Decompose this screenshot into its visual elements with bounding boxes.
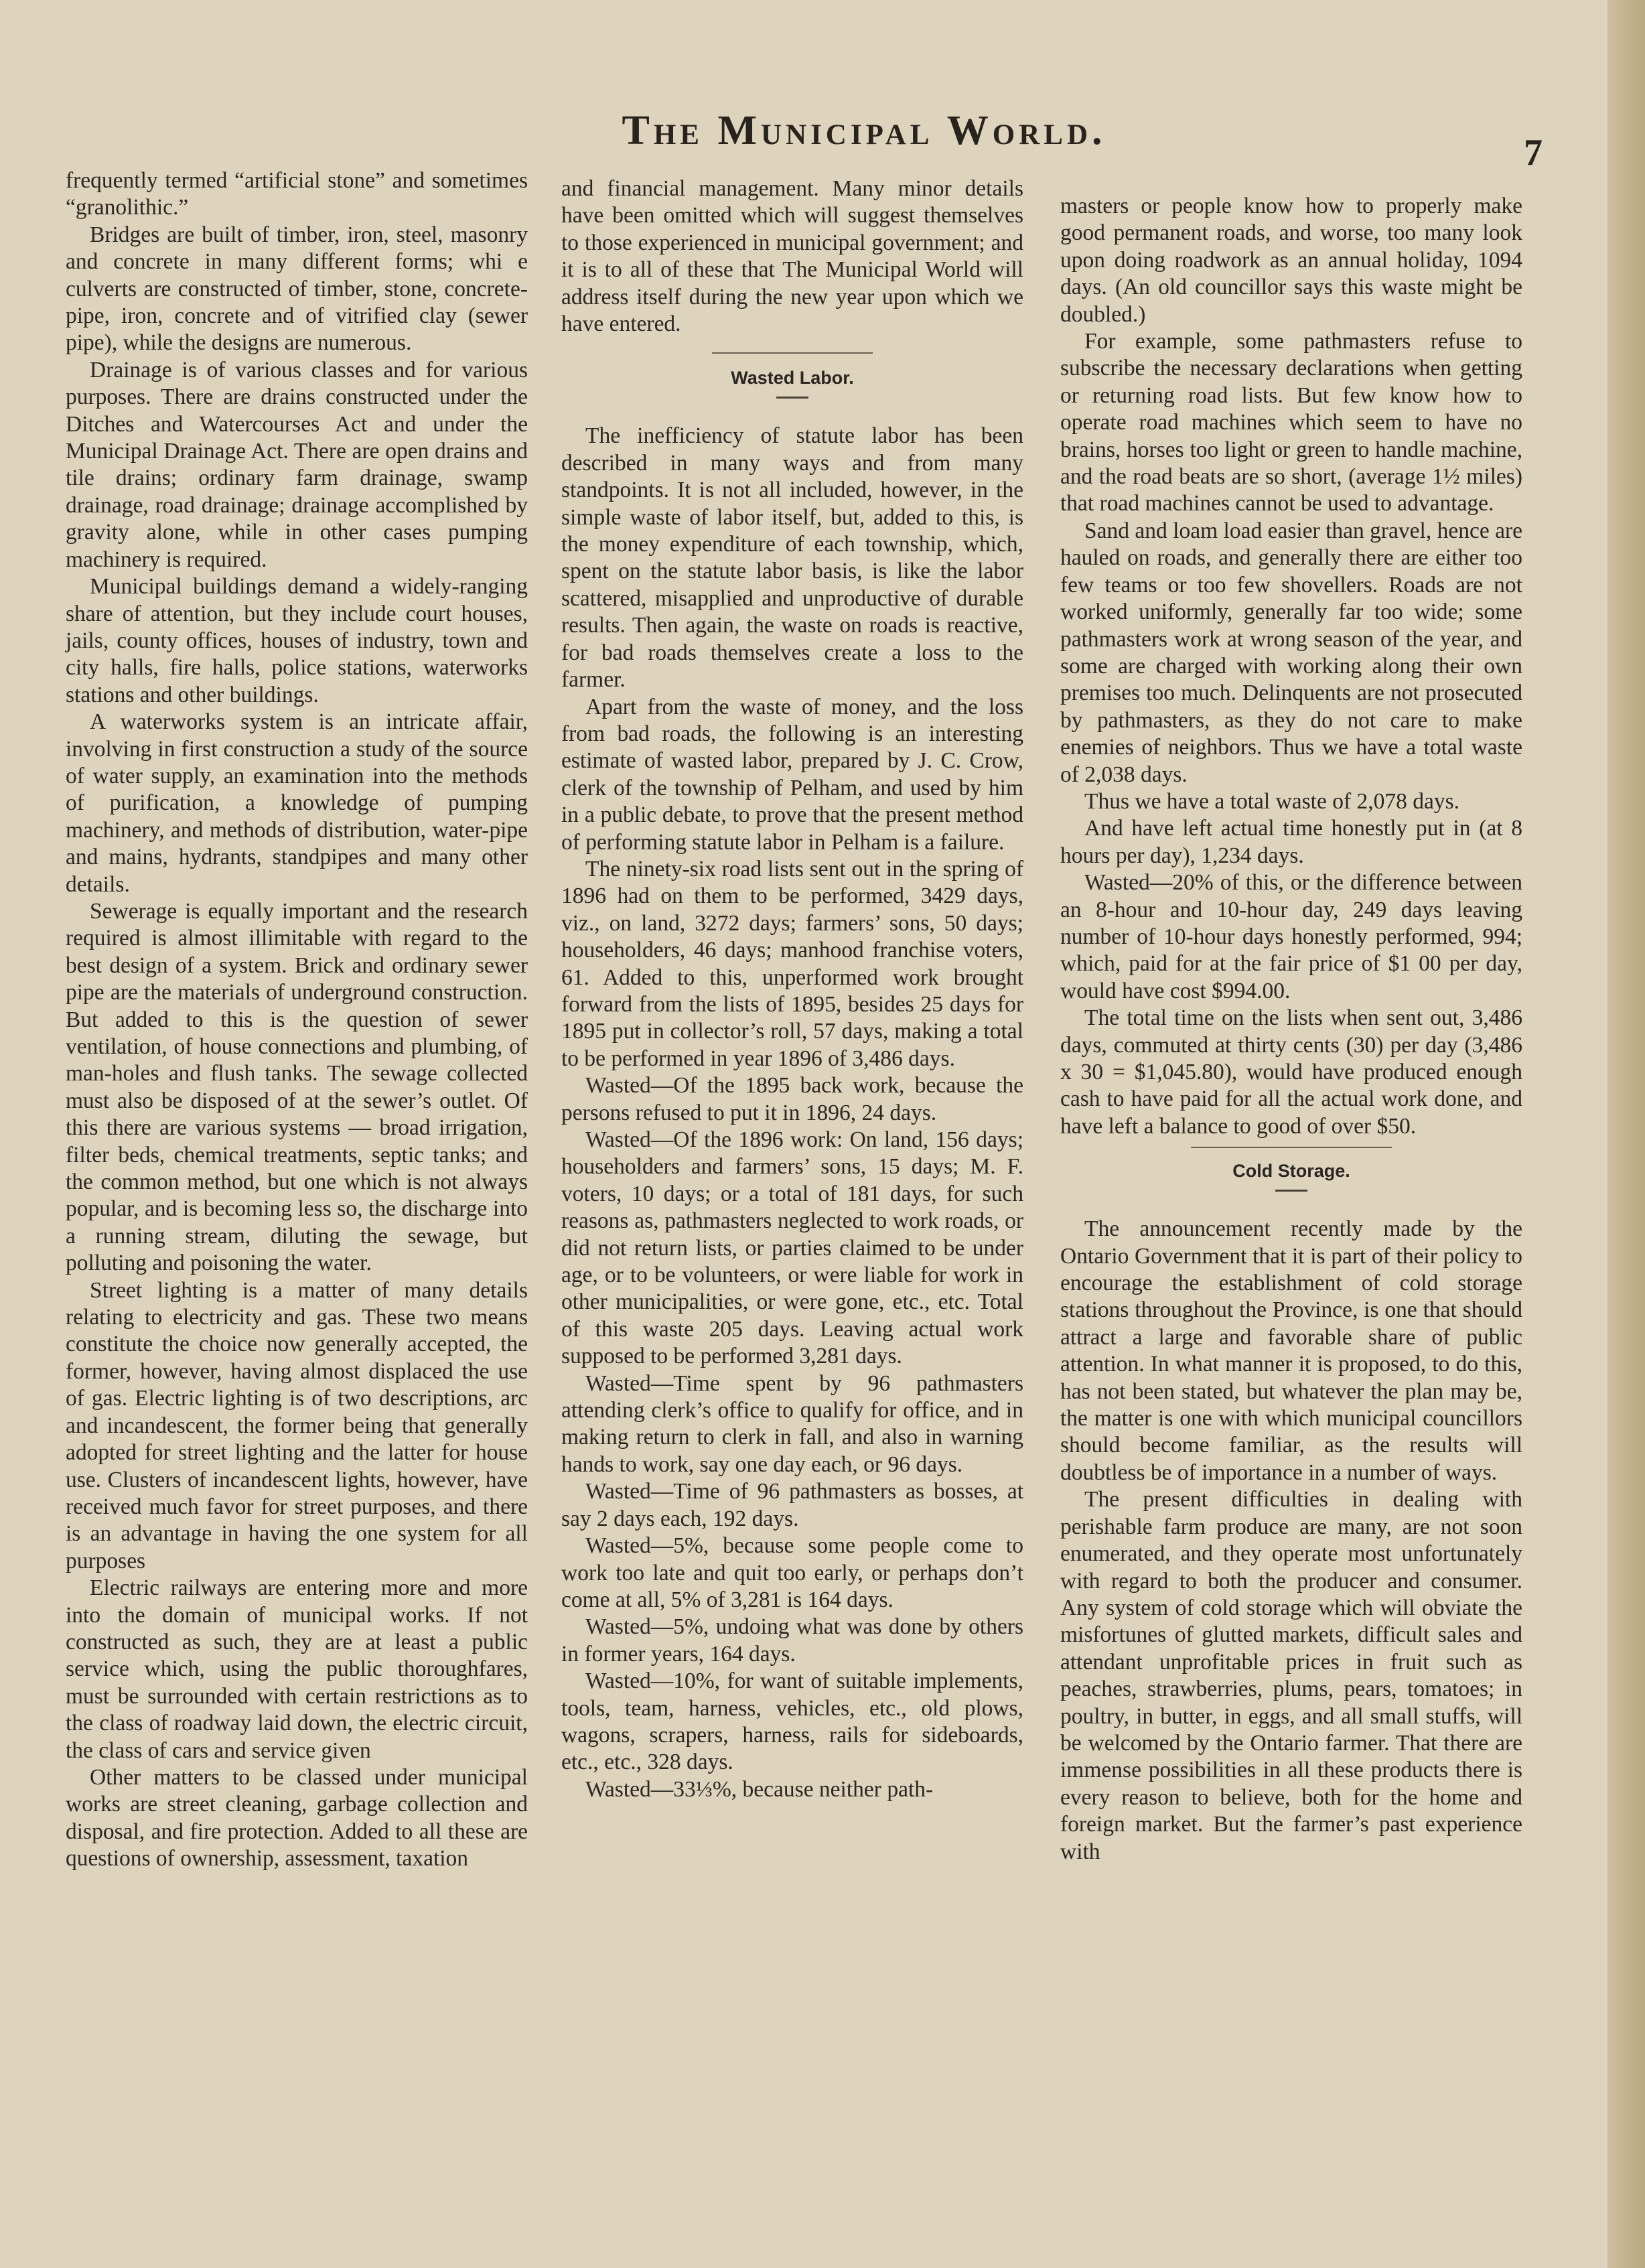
- paragraph: Wasted—Of the 1896 work: On land, 156 days; householders and farmers’ sons, 15 days; M. F. voters, 10 days; or a total of 181 days, for such reasons as, pathmasters neglected to work roads, or did not return lists, or parties claimed to be under age, or to be volunteers, or were liable for work in other municipalities, or were gone, etc., etc. Total of this waste 205 days. Leaving actual work supposed to be performed 3,281 days.: [561, 1127, 1023, 1369]
- paragraph: Wasted—Of the 1895 back work, because the persons refused to put it in 1896, 24 days.: [561, 1073, 1023, 1125]
- paragraph: The inefficiency of statute labor has been described in many ways and from many standpoints. It is not all included, however, in the simple waste of labor itself, but, added to this, is the money expenditure of each township, which, spent on the statute labor basis, is like the labor scattered, misapplied and unproductive of durable results. Then again, the waste on roads is reactive, for bad roads themselves create a loss to the farmer.: [561, 423, 1023, 693]
- section-title-cold-storage: Cold Storage.: [1232, 1161, 1350, 1182]
- paragraph: Thus we have a total waste of 2,078 days.: [1084, 788, 1460, 814]
- section-title-wasted-labor: Wasted Labor.: [731, 368, 854, 388]
- page-header: The Municipal World.: [622, 108, 1106, 153]
- paragraph: Municipal buildings demand a widely-ranging share of attention, but they include court houses, jails, county offices, houses of industry, town and city halls, fire halls, police stations, waterworks stations and other buildings.: [66, 574, 528, 707]
- title-dash: [1275, 1190, 1307, 1192]
- paragraph: Sewerage is equally important and the research required is almost illimitable with regard to the best design of a system. Brick and ordinary sewer pipe are the materials of underground construction. But added to this is the question of sewer ventilation, of house connections and plumbing, of man-holes and flush tanks. The sewage collected must also be disposed of at the sewer’s outlet. Of this there are various systems — broad irrigation, filter beds, chemical treatments, septic tanks; and the common method, but one which is not always popular, and is becoming less so, the discharge into a running stream, diluting the sewage, but polluting and poisoning the water.: [66, 898, 528, 1276]
- paragraph: The announcement recently made by the Ontario Government that it is part of their policy to encourage the establishment of cold storage stations throughout the Province, is one that should attract a large and favorable share of public attention. In what manner it is proposed, to do this, has not been stated, but whatever the plan may be, the matter is one with which municipal councillors should become familiar, as the results will doubtless be of importance in a number of ways.: [1060, 1216, 1522, 1485]
- paragraph: Other matters to be classed under municipal works are street cleaning, garbage collection and disposal, and fire protection. Added to all these are questions of ownership, assessment, taxation: [66, 1764, 528, 1871]
- column-1: [66, 167, 528, 1873]
- paragraph: Sand and loam load easier than gravel, hence are hauled on roads, and generally there are either too few teams or too few shovellers. Roads are not worked uniformly, generally far too wide; some pathmasters work at wrong season of the year, and some are charged with working along their own premises too much. Delinquents are not prosecuted by pathmasters, as they do not care to make enemies of neighbors. Thus we have a total waste of 2,038 days.: [1060, 518, 1522, 787]
- column-2: [561, 175, 1023, 1803]
- title-dash: [776, 397, 808, 399]
- paragraph: A waterworks system is an intricate affair, involving in first construction a study of the source of water supply, an examination into the methods of purification, a knowledge of pumping machinery, and methods of distribution, water-pipe and mains, hydrants, standpipes and many other details.: [66, 709, 528, 897]
- paragraph: Wasted—10%, for want of suitable implements, tools, team, harness, vehicles, etc., old plows, wagons, scrapers, harness, rails for sideboards, etc., etc., 328 days.: [561, 1669, 1023, 1775]
- paragraph: frequently termed “artificial stone” and sometimes “granolithic.”: [66, 168, 528, 220]
- paragraph: Street lighting is a matter of many details relating to electricity and gas. These two means constitute the choice now generally accepted, the former, however, having almost displaced the use of gas. Electric lighting is of two descriptions, arc and incandescent, the former being that generally adopted for street lighting and the latter for house use. Clusters of incandescent lights, however, have received much favor for street purposes, and there is an advantage in having the one system for all purposes: [66, 1277, 528, 1573]
- column-3: [1060, 193, 1522, 1865]
- paragraph: Wasted—Time spent by 96 pathmasters attending clerk’s office to qualify for office, and in making return to clerk in fall, and also in warning hands to work, say one day each, or 96 days.: [561, 1370, 1023, 1477]
- paragraph: Drainage is of various classes and for various purposes. There are drains constructed under the Ditches and Watercourses Act and under the Municipal Drainage Act. There are open drains and tile drains; ordinary farm drainage, swamp drainage, road drainage; drainage accomplished by gravity alone, while in other cases pumping machinery is required.: [66, 357, 528, 572]
- paragraph: masters or people know how to properly make good permanent roads, and worse, too many look upon doing roadwork as an annual holiday, 1094 days. (An old councillor says this waste might be doubled.): [1060, 194, 1522, 327]
- paragraph: Wasted—5%, undoing what was done by others in former years, 164 days.: [561, 1614, 1023, 1667]
- paragraph: The present difficulties in dealing with perishable farm produce are many, are not soon enumerated, and they operate most unfortunately with regard to both the producer and consumer. Any system of cold storage which will obviate the misfortunes of glutted markets, difficult sales and attendant unprofitable prices in fruit such as peaches, strawberries, plums, pears, tomatoes; in poultry, in butter, in eggs, and all small stuffs, will be welcomed by the Ontario farmer. That there are immense possibilities in all these products there is every reason to believe, both for the home and foreign market. But the farmer’s past experience with: [1060, 1487, 1522, 1864]
- paragraph: Bridges are built of timber, iron, steel, masonry and concrete in many different forms; whi e culverts are constructed of timber, stone, concrete-pipe, iron, concrete and of vitrified clay (sewer pipe), while the designs are numerous.: [66, 222, 528, 356]
- paragraph: Wasted—5%, because some people come to work too late and quit too early, or perhaps don’t come at all, 5% of 3,281 is 164 days.: [561, 1533, 1023, 1612]
- page-number: 7: [1524, 132, 1543, 173]
- paragraph: Wasted—Time of 96 pathmasters as bosses, at say 2 days each, 192 days.: [561, 1479, 1023, 1531]
- paragraph: Wasted—33⅓%, because neither path-: [585, 1776, 934, 1802]
- paragraph: The ninety-six road lists sent out in the spring of 1896 had on them to be performed, 3429 days, viz., on land, 3272 days; farmers’ sons, 50 days; householders, 46 days; manhood franchise voters, 61. Added to this, unperformed work brought forward from the lists of 1895, besides 25 days for 1895 put in collector’s roll, 57 days, making a total to be performed in year 1896 of 3,486 days.: [561, 856, 1023, 1071]
- paragraph: Apart from the waste of money, and the loss from bad roads, the following is an interesting estimate of wasted labor, prepared by J. C. Crow, clerk of the township of Pelham, and used by him in a public debate, to prove that the present method of performing statute labor in Pelham is a failure.: [561, 694, 1023, 855]
- page-edge: [1607, 0, 1645, 2268]
- paragraph: and financial management. Many minor details have been omitted which will suggest themselves to those experienced in municipal government; and it is to all of these that The Municipal World will address itself during the new year upon which we have entered.: [561, 176, 1023, 337]
- paragraph: For example, some pathmasters refuse to subscribe the necessary declarations when getting or returning road lists. But few know how to operate road machines which seem to have no brains, horses too light or green to handle machine, and the road beats are so short, (average 1½ miles) that road machines cannot be used to advantage.: [1060, 329, 1522, 516]
- paragraph: The total time on the lists when sent out, 3,486 days, commuted at thirty cents (30) per day (3,486 x 30 = $1,045.80), would have produced enough cash to have paid for all the actual work done, and have left a balance to good of over $50.: [1060, 1005, 1522, 1139]
- section-divider: [1191, 1147, 1392, 1148]
- section-divider: [712, 352, 873, 354]
- paragraph: Electric railways are entering more and more into the domain of municipal works. If not constructed as such, they are at least a public service which, using the public thoroughfares, must be surrounded with certain restrictions as to the class of roadway laid down, the electric circuit, the class of cars and service given: [66, 1575, 528, 1763]
- paragraph: Wasted—20% of this, or the difference between an 8-hour and 10-hour day, 249 days leaving number of 10-hour days honestly performed, 994; which, paid for at the fair price of $1 00 per day, would have cost $994.00.: [1060, 870, 1522, 1003]
- paragraph: And have left actual time honestly put in (at 8 hours per day), 1,234 days.: [1060, 816, 1522, 868]
